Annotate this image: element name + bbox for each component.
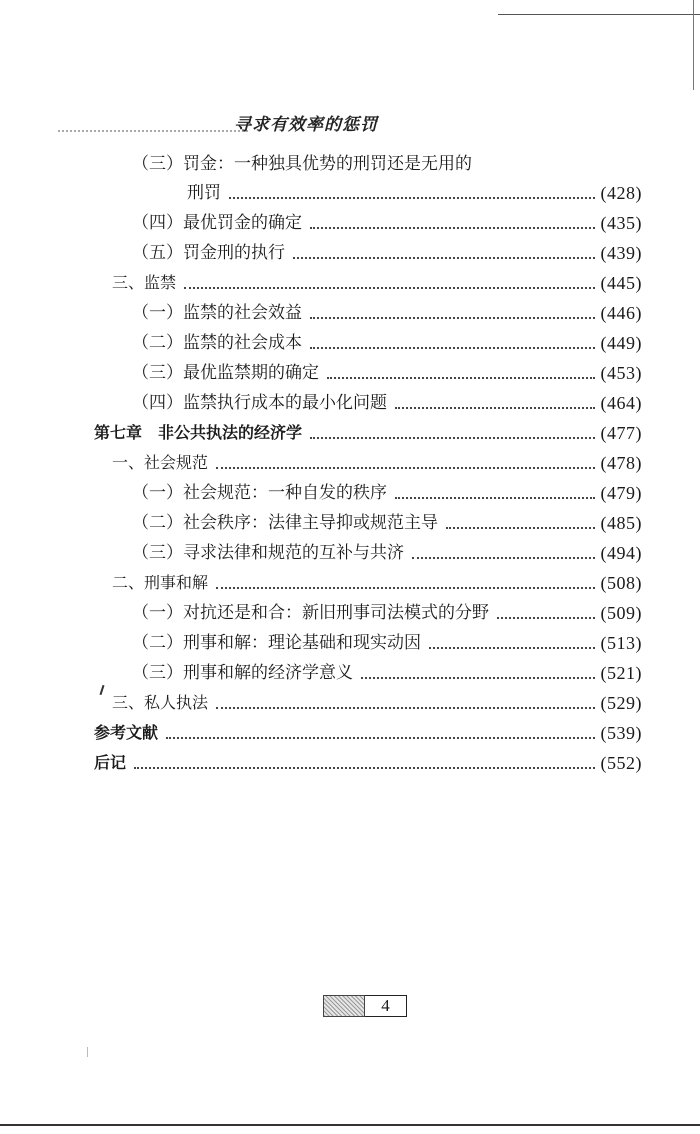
toc-entry-page: (449) [600, 333, 642, 353]
toc-entry-label: （一）对抗还是和合：新旧刑事司法模式的分野 [132, 603, 489, 623]
toc-entry-label: 第七章 非公共执法的经济学 [94, 423, 303, 442]
scan-speck [100, 685, 105, 695]
toc-entry-theory-basis[interactable] [132, 628, 642, 658]
toc-entry-label: 后记 [94, 753, 127, 772]
toc-entry-page: (513) [600, 633, 642, 653]
toc-entry-complementarity[interactable] [132, 538, 642, 568]
leader-dots [229, 197, 595, 199]
toc-entry-page: (539) [600, 723, 642, 743]
leader-dots [327, 377, 595, 379]
toc-entry-optimal-term[interactable] [132, 358, 642, 388]
toc-entry-page: (446) [600, 303, 642, 323]
leader-dots [216, 587, 594, 589]
toc-entry-page: (453) [600, 363, 642, 383]
header-rule [58, 130, 248, 132]
toc-entry-fines-continued[interactable] [187, 178, 642, 208]
toc-entry-label: 三、监禁 [112, 273, 177, 292]
leader-dots [216, 707, 594, 709]
leader-dots [310, 437, 594, 439]
toc-entry-page: (508) [600, 573, 642, 593]
leader-dots [293, 257, 595, 259]
toc-entry-cost-minimization[interactable] [132, 388, 642, 418]
toc-entry-imprisonment-costs[interactable] [132, 328, 642, 358]
leader-dots [497, 617, 595, 619]
page-frame-bottom [0, 1124, 700, 1126]
toc-entry-label: 刑罚 [187, 183, 221, 203]
leader-dots [184, 287, 594, 289]
toc-entry-page: (494) [600, 543, 642, 563]
scan-speck [87, 1047, 88, 1057]
toc-entry-page: (445) [600, 273, 642, 293]
page-number-shade [323, 995, 365, 1017]
toc-entry-imprisonment-benefits[interactable] [132, 298, 642, 328]
toc-entry-criminal-reconciliation[interactable] [112, 568, 642, 598]
toc-entry-label: （三）罚金：一种独具优势的刑罚还是无用的 [132, 154, 472, 174]
toc-entry-label: （三）寻求法律和规范的互补与共济 [132, 543, 404, 563]
toc-entry-fine-enforcement[interactable] [132, 238, 642, 268]
toc-entry-afterword[interactable] [94, 748, 642, 778]
toc-entry-page: (477) [600, 423, 642, 443]
toc-entry-page: (479) [600, 483, 642, 503]
leader-dots [429, 647, 595, 649]
leader-dots [166, 737, 594, 739]
leader-dots [134, 767, 594, 769]
toc-entry-page: (485) [600, 513, 642, 533]
toc-entry-confrontation-harmony[interactable] [132, 598, 642, 628]
toc-entry-page: (552) [600, 753, 642, 773]
page-number: 4 [365, 995, 407, 1017]
leader-dots [412, 557, 595, 559]
page-number-box [323, 995, 407, 1017]
running-header [58, 110, 398, 134]
leader-dots [216, 467, 594, 469]
toc-entry-economic-meaning[interactable] [132, 658, 642, 688]
toc-entry-page: (529) [600, 693, 642, 713]
toc-entry-label: （四）监禁执行成本的最小化问题 [132, 393, 387, 413]
toc-entry-label: 一、社会规范 [112, 453, 209, 472]
page-frame-right [693, 0, 694, 90]
toc-entry-social-norms[interactable] [112, 448, 642, 478]
toc-entry-label: （四）最优罚金的确定 [132, 213, 302, 233]
header-title: 寻求有效率的惩罚 [234, 115, 378, 135]
toc-entry-label: 三、私人执法 [112, 693, 209, 712]
toc-entry-label: （五）罚金刑的执行 [132, 243, 285, 263]
toc-entry-page: (435) [600, 213, 642, 233]
leader-dots [310, 317, 595, 319]
leader-dots [395, 407, 595, 409]
leader-dots [395, 497, 595, 499]
page-frame-top [498, 0, 700, 15]
toc-entry-private-enforcement[interactable] [112, 688, 642, 718]
toc-entry-page: (464) [600, 393, 642, 413]
toc-entry-label: （二）刑事和解：理论基础和现实动因 [132, 633, 421, 653]
toc-entry-optimal-fines[interactable] [132, 208, 642, 238]
toc-entry-social-order[interactable] [132, 508, 642, 538]
toc-entry-label: （三）最优监禁期的确定 [132, 363, 319, 383]
toc-entry-chapter-seven[interactable] [94, 418, 642, 448]
toc-entry-page: (439) [600, 243, 642, 263]
toc-entry-label: 参考文献 [94, 723, 159, 742]
leader-dots [310, 347, 595, 349]
toc-entry-spontaneous-order[interactable] [132, 478, 642, 508]
toc-entry-page: (521) [600, 663, 642, 683]
toc-entry-page: (428) [600, 183, 642, 203]
toc-entry-imprisonment[interactable] [112, 268, 642, 298]
toc-entry-page: (478) [600, 453, 642, 473]
toc-entry-label: （一）监禁的社会效益 [132, 303, 302, 323]
leader-dots [361, 677, 595, 679]
toc-entry-references[interactable] [94, 718, 642, 748]
toc-entry-label: （一）社会规范：一种自发的秩序 [132, 483, 387, 503]
leader-dots [446, 527, 595, 529]
toc-entry-label: （三）刑事和解的经济学意义 [132, 663, 353, 683]
toc-entry-fines-advantage[interactable] [132, 149, 472, 179]
toc-entry-label: （二）社会秩序：法律主导抑或规范主导 [132, 513, 438, 533]
toc-entry-page: (509) [600, 603, 642, 623]
leader-dots [310, 227, 595, 229]
toc-entry-label: （二）监禁的社会成本 [132, 333, 302, 353]
toc-entry-label: 二、刑事和解 [112, 573, 209, 592]
